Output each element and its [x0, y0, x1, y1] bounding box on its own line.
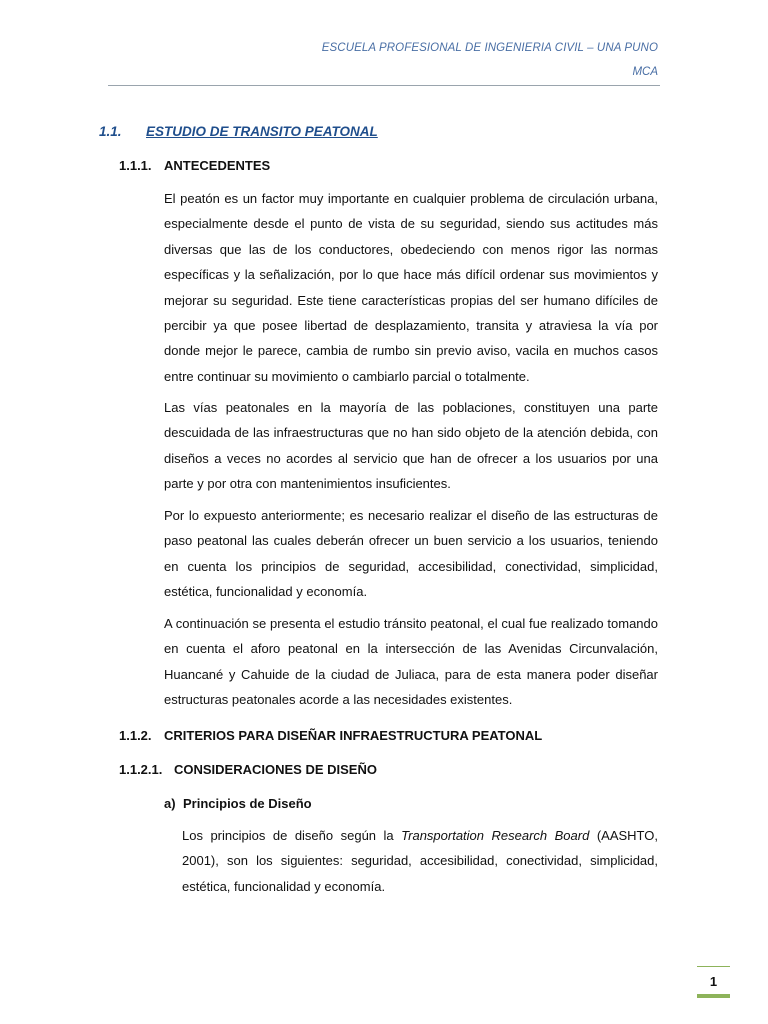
subsubsection-title: CONSIDERACIONES DE DISEÑO — [174, 762, 377, 777]
list-heading-title: Principios de Diseño — [183, 796, 312, 811]
subsection-heading-antecedentes — [119, 158, 270, 173]
section-heading — [99, 124, 378, 139]
list-marker: a) — [164, 796, 176, 811]
footer-accent-line — [697, 966, 730, 967]
paragraph: Por lo expuesto anteriormente; es necesario realizar el diseño de las estructuras de paso peatonal las cuales deberán ofrecer un buen servicio a los usuarios, teniendo en cuenta los principios de seguridad, accesibilidad, conectividad, simplicidad, estética, funcionalidad y economía. — [164, 508, 658, 600]
paragraph-text: (AASHTO, 2001), son los siguientes: seguridad, accesibilidad, conectividad, simplicidad, estética, funcionalidad y economía. — [182, 828, 658, 894]
subsection-title: CRITERIOS PARA DISEÑAR INFRAESTRUCTURA PEATONAL — [164, 728, 543, 743]
paragraph-text: Los principios de diseño según la — [182, 828, 402, 843]
paragraph: Las vías peatonales en la mayoría de las poblaciones, constituyen una parte descuidada de las infraestructuras que no han sido objeto de la atención debida, con diseños a veces no acordes al servicio que han de ofrecer a los usuarios por una parte y por otra con mantenimientos insuficientes. — [164, 400, 658, 492]
subsection-heading-criterios — [119, 728, 542, 743]
footer-accent-bar — [697, 994, 730, 998]
header-divider — [108, 85, 660, 86]
page-number: 1 — [709, 974, 718, 989]
section-number: 1.1. — [99, 124, 122, 139]
paragraph: El peatón es un factor muy importante en cualquier problema de circulación urbana, especialmente desde el punto de vista de su seguridad, siendo sus actitudes más diversas que las de los conductores, obedeciendo con menos rigor las normas específicas y la señalización, por lo que hace más difícil ordenar sus movimientos y mejorar su seguridad. Este tiene características propias del ser humano difíciles de percibir ya que posee libertad de desplazamiento, transita y atraviesa la vía por donde mejor le parece, cambia de rumbo sin previo aviso, vacila en muchos casos entre continuar su movimiento o cambiarlo parcial o totalmente. — [164, 191, 658, 384]
header-institution: ESCUELA PROFESIONAL DE INGENIERIA CIVIL – UNA PUNO — [321, 42, 658, 54]
subsubsection-number: 1.1.2.1. — [119, 762, 163, 777]
section-title: ESTUDIO DE TRANSITO PEATONAL — [146, 124, 378, 139]
subsection-number: 1.1.1. — [119, 158, 152, 173]
subsection-title: ANTECEDENTES — [164, 158, 271, 173]
paragraph: A continuación se presenta el estudio tránsito peatonal, el cual fue realizado tomando en cuenta el aforo peatonal en la intersección de las Avenidas Circunvalación, Huancané y Cahuide de la ciudad de Juliaca, para de esta manera poder diseñar estructuras peatonales acorde a las necesidades existentes. — [164, 616, 658, 708]
paragraph-italic-reference: Transportation Research Board — [401, 828, 590, 843]
subsection-number: 1.1.2. — [119, 728, 152, 743]
header-initials: MCA — [632, 66, 658, 78]
list-heading-principios — [164, 796, 312, 811]
subsubsection-heading-consideraciones — [119, 762, 377, 777]
paragraph-principios — [182, 823, 658, 899]
